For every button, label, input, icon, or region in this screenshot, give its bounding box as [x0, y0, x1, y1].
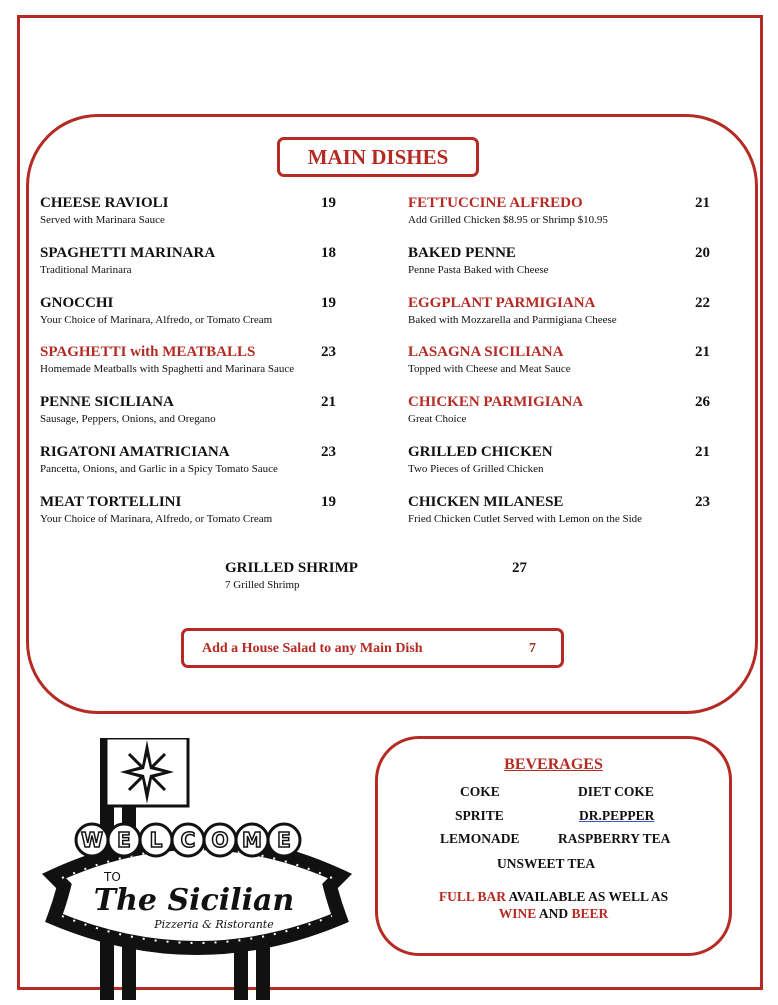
house-salad-banner — [181, 628, 564, 668]
menu-item — [408, 393, 710, 443]
logo-name: The Sicilian — [93, 883, 295, 918]
item-price: 27 — [512, 560, 527, 576]
item-description: Sausage, Peppers, Onions, and Oregano — [40, 413, 216, 426]
item-description: Add Grilled Chicken $8.95 or Shrimp $10.95 — [408, 214, 608, 226]
logo-tagline: Pizzeria & Ristorante — [154, 918, 274, 931]
item-name: MEAT TORTELLINI — [40, 493, 182, 510]
item-price: 19 — [321, 195, 336, 211]
beverages-panel — [375, 736, 732, 956]
item-description: Homemade Meatballs with Spaghetti and Marinara Sauce — [40, 363, 295, 376]
item-name: FETTUCCINE ALFREDO — [408, 195, 583, 211]
item-name: LASAGNA SICILIANA — [408, 344, 564, 361]
item-price: 23 — [321, 443, 336, 460]
welcome-sign-graphic — [34, 738, 360, 1000]
item-name: PENNE SICILIANA — [40, 394, 174, 411]
item-description: Fried Chicken Cutlet Served with Lemon on the Side — [408, 512, 643, 525]
welcome-sign-logo — [34, 738, 360, 1000]
left-menu-column — [40, 194, 336, 543]
item-description: Topped with Cheese and Meat Sauce — [408, 363, 571, 376]
beverage-item: DR.PEPPER — [579, 808, 655, 823]
logo-to: TO — [104, 870, 121, 884]
item-price: 21 — [695, 443, 710, 460]
menu-item — [408, 343, 710, 393]
menu-item — [408, 294, 710, 344]
item-price: 20 — [695, 244, 710, 261]
menu-item — [40, 393, 336, 443]
item-description: Traditional Marinara — [40, 263, 132, 276]
item-price: 26 — [695, 394, 710, 411]
beverages-title: BEVERAGES — [504, 756, 603, 773]
beverage-item: LEMONADE — [440, 831, 520, 846]
item-price: 22 — [695, 294, 710, 311]
beverage-item: COKE — [460, 784, 500, 799]
menu-item — [408, 244, 710, 294]
item-price: 23 — [695, 493, 710, 510]
item-description: Two Pieces of Grilled Chicken — [408, 462, 544, 475]
item-price: 21 — [695, 344, 710, 361]
salad-label: Add a House Salad to any Main Dish — [202, 641, 423, 656]
menu-item — [408, 493, 710, 543]
beverage-item: UNSWEET TEA — [497, 856, 596, 871]
item-name: GRILLED SHRIMP — [225, 560, 358, 576]
svg-text:L: L — [149, 828, 163, 852]
menu-item-grilled-shrimp — [225, 559, 527, 609]
item-price: 21 — [695, 195, 710, 211]
item-description: Great Choice — [408, 413, 467, 426]
item-description: Your Choice of Marinara, Alfredo, or Tomato Cream — [40, 313, 273, 326]
menu-item — [40, 294, 336, 344]
wine-beer-line: WINE AND BEER — [498, 906, 609, 921]
main-dishes-title: MAIN DISHES — [277, 137, 479, 177]
item-price: 18 — [321, 244, 336, 261]
menu-item — [40, 244, 336, 294]
item-name: SPAGHETTI MARINARA — [40, 244, 216, 261]
svg-text:E: E — [117, 828, 131, 852]
item-name: RIGATONI AMATRICIANA — [40, 443, 230, 460]
menu-item — [408, 194, 710, 244]
item-name: BAKED PENNE — [408, 244, 516, 261]
item-price: 19 — [321, 493, 336, 510]
svg-text:E: E — [277, 828, 291, 852]
full-bar-line: FULL BAR AVAILABLE AS WELL AS — [438, 889, 669, 904]
item-name: SPAGHETTI with MEATBALLS — [40, 344, 256, 361]
menu-item — [40, 493, 336, 543]
svg-text:W: W — [80, 828, 104, 852]
item-name: GRILLED CHICKEN — [408, 443, 553, 460]
item-name: CHICKEN PARMIGIANA — [408, 394, 584, 411]
beverage-item: RASPBERRY TEA — [558, 831, 671, 846]
beverage-item: DIET COKE — [578, 784, 654, 799]
menu-item — [40, 443, 336, 493]
right-menu-column — [408, 194, 710, 543]
item-description: Baked with Mozzarella and Parmigiana Cheese — [408, 313, 617, 326]
salad-price: 7 — [529, 641, 536, 656]
item-name: CHEESE RAVIOLI — [40, 195, 169, 211]
beverage-item: SPRITE — [455, 808, 504, 823]
item-description: Your Choice of Marinara, Alfredo, or Tomato Cream — [40, 512, 273, 525]
menu-item — [40, 343, 336, 393]
item-name: GNOCCHI — [40, 294, 114, 311]
item-name: EGGPLANT PARMIGIANA — [408, 294, 596, 311]
item-price: 21 — [321, 394, 336, 411]
item-description: Penne Pasta Baked with Cheese — [408, 263, 549, 276]
item-price: 23 — [321, 344, 336, 361]
menu-item — [408, 443, 710, 493]
svg-text:M: M — [242, 828, 262, 852]
item-description: 7 Grilled Shrimp — [225, 579, 300, 591]
svg-text:C: C — [180, 828, 196, 852]
menu-item — [40, 194, 336, 244]
item-description: Served with Marinara Sauce — [40, 214, 165, 226]
item-price: 19 — [321, 294, 336, 311]
svg-text:O: O — [211, 828, 229, 852]
item-description: Pancetta, Onions, and Garlic in a Spicy Tomato Sauce — [40, 462, 278, 475]
item-name: CHICKEN MILANESE — [408, 493, 564, 510]
